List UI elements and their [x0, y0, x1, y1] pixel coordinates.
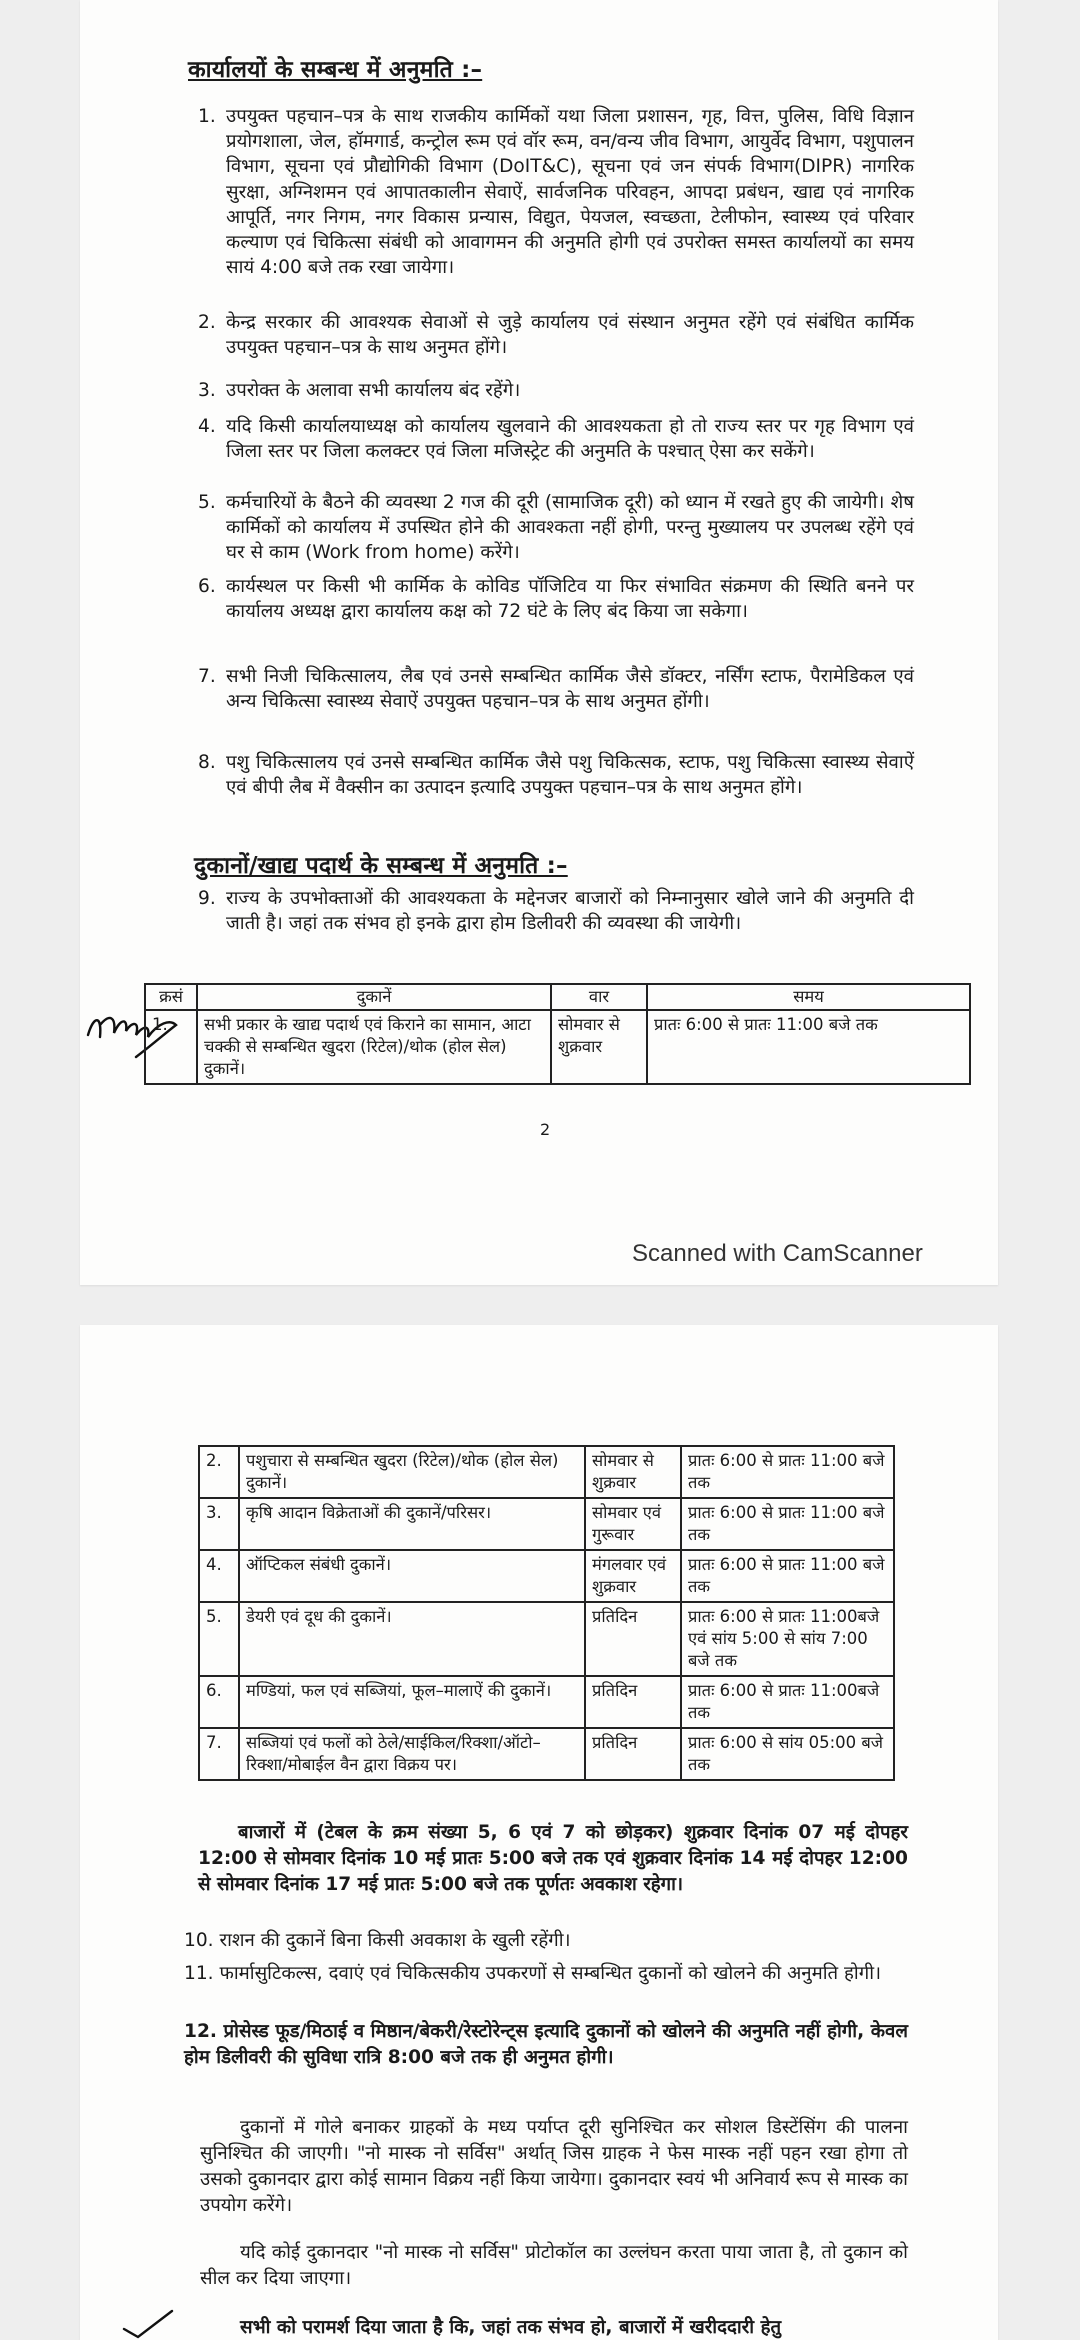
- table-row: 2. पशुचारा से सम्बन्धित खुदरा (रिटेल)/थोक (होल सेल) दुकानें। सोमवार से शुक्रवार प्रातः 6:00 से प्रातः 11:00 बजे तक: [199, 1446, 894, 1498]
- list-item: 4. यदि किसी कार्यालयाध्यक्ष को कार्यालय खुलवाने की आवश्यकता हो तो राज्य स्तर पर गृह विभाग एवं जिला स्तर पर जिला कलक्टर एवं जिला मजिस्ट्रेट की अनुमति के पश्चात् ऐसा कर सकेंगे।: [198, 416, 914, 463]
- list-item: 2. केन्द्र सरकार की आवश्यक सेवाओं से जुड़े कार्यालय एवं संस्थान अनुमत रहेंगे एवं संबंधित कार्मिक उपयुक्त पहचान–पत्र के साथ अनुमत होंगे।: [198, 312, 914, 359]
- document-page-2: [80, 1325, 998, 2340]
- scanner-watermark: Scanned with CamScanner: [632, 1240, 923, 1267]
- list-item-12: 12. प्रोसेस्ड फूड/मिठाई व मिष्ठान/बेकरी/रेस्टोरेन्ट्स इत्यादि दुकानों को खोलने की अनुमति नहीं होगी, केवल होम डिलीवरी की सुविधा रात्रि 8:00 बजे तक ही अनुमत होगी।: [184, 2021, 908, 2068]
- list-item: 7. सभी निजी चिकित्सालय, लैब एवं उनसे सम्बन्धित कार्मिक जैसे डॉक्टर, नर्सिंग स्टाफ, पैरामेडिकल एवं अन्य चिकित्सा स्वास्थ्य सेवाऐं उपयुक्त पहचान–पत्र के साथ अनुमत होंगी।: [198, 666, 914, 713]
- offices-heading: कार्यालयों के सम्बन्ध में अनुमति :–: [188, 57, 483, 83]
- page-number: 2: [540, 1120, 551, 1139]
- list-item-10: 10. राशन की दुकानें बिना किसी अवकाश के खुली रहेंगी।: [184, 1930, 571, 1951]
- table-row: 7. सब्जियां एवं फलों को ठेले/साईकिल/रिक्शा/ऑटो–रिक्शा/मोबाईल वैन द्वारा विक्रय पर। प्रतिदिन प्रातः 6:00 से सांय 05:00 बजे तक: [199, 1728, 894, 1780]
- shops-heading: दुकानों/खाद्य पदार्थ के सम्बन्ध में अनुमति :–: [194, 853, 568, 879]
- distancing-paragraph: दुकानों में गोले बनाकर ग्राहकों के मध्य पर्याप्त दूरी सुनिश्चित कर सोशल डिस्टेंसिंग की पालना सुनिश्चित की जाएगी। "नो मास्क नो सर्विस" अर्थात् जिस ग्राहक ने फेस मास्क नहीं पहन रखा होगा तो उसको दुकानदार द्वारा कोई सामान विक्रय नहीं किया जायेगा। दुकानदार स्वयं भी अनिवार्य रूप से मास्क का उपयोग करेंगे।: [200, 2117, 908, 2216]
- list-item: 6. कार्यस्थल पर किसी भी कार्मिक के कोविड पॉजिटिव या फिर संभावित संक्रमण की स्थिति बनने पर कार्यालय अध्यक्ष द्वारा कार्यालय कक्ष को 72 घंटे के लिए बंद किया जा सकेगा।: [198, 576, 914, 623]
- table-row: 5. डेयरी एवं दूध की दुकानें। प्रतिदिन प्रातः 6:00 से प्रातः 11:00बजे एवं सांय 5:00 से सांय 7:00 बजे तक: [199, 1602, 894, 1676]
- shops-table-continued: [198, 1445, 895, 1781]
- table-row: 4. ऑप्टिकल संबंधी दुकानें। मंगलवार एवं शुक्रवार प्रातः 6:00 से प्रातः 11:00 बजे तक: [199, 1550, 894, 1602]
- list-item: 8. पशु चिकित्सालय एवं उनसे सम्बन्धित कार्मिक जैसे पशु चिकित्सक, स्टाफ, पशु चिकित्सा स्वास्थ्य सेवाऐं एवं बीपी लैब में वैक्सीन का उत्पादन इत्यादि उपयुक्त पहचान–पत्र के साथ अनुमत होंगे।: [198, 752, 914, 799]
- list-item-11: 11. फार्मासुटिकल्स, दवाएं एवं चिकित्सकीय उपकरणों से सम्बन्धित दुकानों को खोलने की अनुमति होगी।: [184, 1963, 882, 1984]
- table-row: 1. सभी प्रकार के खाद्य पदार्थ एवं किराने का सामान, आटा चक्की से सम्बन्धित खुदरा (रिटेल)/थोक (होल सेल) दुकानें। सोमवार से शुक्रवार प्रातः 6:00 से प्रातः 11:00 बजे तक: [145, 1010, 970, 1084]
- table-row: 6. मण्डियां, फल एवं सब्जियां, फूल–मालाऐं की दुकानें। प्रतिदिन प्रातः 6:00 से प्रातः 11:00बजे तक: [199, 1676, 894, 1728]
- document-page-1: [80, 0, 998, 1285]
- tick-mark: [120, 2305, 180, 2340]
- table-header-row: क्रसं दुकानें वार समय: [145, 984, 970, 1010]
- shops-table: [144, 983, 971, 1085]
- list-item: 5. कर्मचारियों के बैठने की व्यवस्था 2 गज की दूरी (सामाजिक दूरी) को ध्यान में रखते हुए की जायेगी। शेष कार्मिकों को कार्यालय में उपस्थित होने की आवश्कता नहीं होगी, परन्तु मुख्यालय पर उपलब्ध रहेंगे एवं घर से काम (Work from home) करेंगे।: [198, 492, 914, 564]
- violation-paragraph: यदि कोई दुकानदार "नो मास्क नो सर्विस" प्रोटोकॉल का उल्लंघन करता पाया जाता है, तो दुकान को सील कर दिया जाएगा।: [200, 2242, 908, 2289]
- table-row: 3. कृषि आदान विक्रेताओं की दुकानें/परिसर। सोमवार एवं गुरूवार प्रातः 6:00 से प्रातः 11:00 बजे तक: [199, 1498, 894, 1550]
- closure-paragraph: बाजारों में (टेबल के क्रम संख्या 5, 6 एवं 7 को छोड़कर) शुक्रवार दिनांक 07 मई दोपहर 12:00 से सोमवार दिनांक 10 मई प्रातः 5:00 बजे तक एवं शुक्रवार दिनांक 14 मई दोपहर 12:00 से सोमवार दिनांक 17 मई प्रातः 5:00 बजे तक पूर्णतः अवकाश रहेगा।: [198, 1822, 908, 1895]
- list-item: 1. उपयुक्त पहचान–पत्र के साथ राजकीय कार्मिकों यथा जिला प्रशासन, गृह, वित्त, पुलिस, विधि विज्ञान प्रयोगशाला, जेल, हॉमगार्ड, कन्ट्रोल रूम एवं वॉर रूम, वन/वन्य जीव विभाग, आयुर्वेद विभाग, पशुपालन विभाग, सूचना एवं प्रौद्योगिकी विभाग (DoIT&C), सूचना एवं जन संपर्क विभाग(DIPR) नागरिक सुरक्षा, अग्निशमन एवं आपातकालीन सेवाऐं, सार्वजनिक परिवहन, आपदा प्रबंधन, खाद्य एवं नागरिक आपूर्ति, नगर निगम, नगर विकास प्रन्यास, विद्युत, पेयजल, स्वच्छता, टेलीफोन, स्वास्थ्य एवं परिवार कल्याण एवं चिकित्सा संबंधी को आवागमन की अनुमति होगी एवं उपरोक्त समस्त कार्यालयों का समय सायं 4:00 बजे तक रखा जायेगा।: [198, 106, 914, 279]
- list-item: 9. राज्य के उपभोक्ताओं की आवश्यकता के मद्देनजर बाजारों को निम्नानुसार खोले जाने की अनुमति दी जाती है। जहां तक संभव हो इनके द्वारा होम डिलीवरी की व्यवस्था की जायेगी।: [198, 888, 914, 935]
- list-item: 3. उपरोक्त के अलावा सभी कार्यालय बंद रहेंगे।: [198, 380, 521, 401]
- advice-paragraph: सभी को परामर्श दिया जाता है कि, जहां तक संभव हो, बाजारों में खरीददारी हेतु: [240, 2317, 782, 2338]
